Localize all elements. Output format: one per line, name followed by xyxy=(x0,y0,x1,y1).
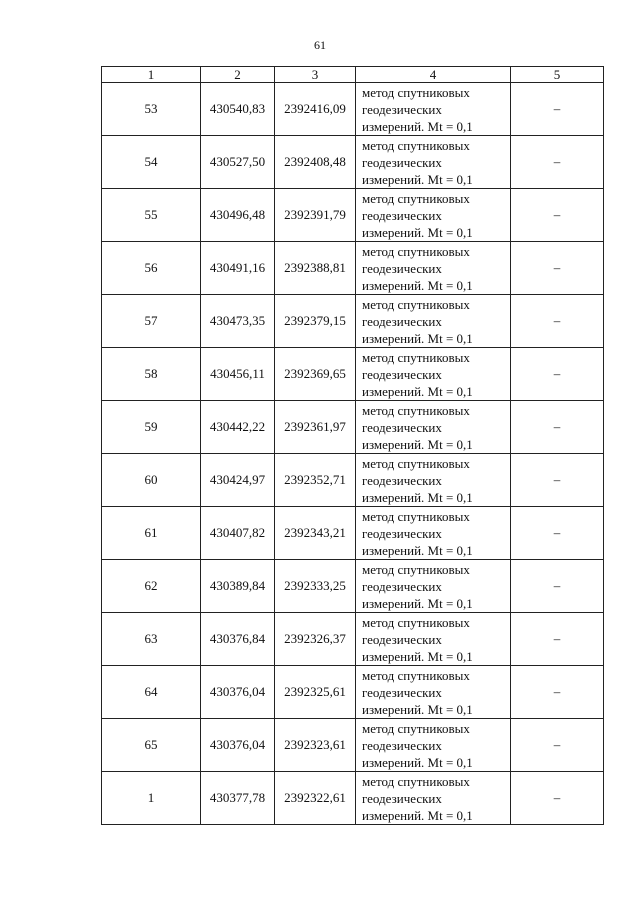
method-line-3: измерений. Mt = 0,1 xyxy=(362,754,473,770)
x-coordinate-cell: 430540,83 xyxy=(201,83,275,136)
table-row xyxy=(102,242,604,295)
method-line-1: метод спутниковых xyxy=(362,402,470,418)
method-line-1: метод спутниковых xyxy=(362,720,470,736)
method-line-2: геодезических xyxy=(362,419,442,435)
table-row xyxy=(102,507,604,560)
header-col-3: 3 xyxy=(275,67,356,83)
y-coordinate-cell: 2392361,97 xyxy=(275,401,356,454)
method-cell xyxy=(356,507,511,560)
table-row xyxy=(102,401,604,454)
y-coordinate-cell: 2392326,37 xyxy=(275,613,356,666)
method-line-3: измерений. Mt = 0,1 xyxy=(362,118,473,134)
method-line-1: метод спутниковых xyxy=(362,773,470,789)
table-row xyxy=(102,136,604,189)
header-col-5: 5 xyxy=(511,67,604,83)
method-line-2: геодезических xyxy=(362,578,442,594)
x-coordinate-cell: 430376,04 xyxy=(201,719,275,772)
table-row xyxy=(102,666,604,719)
method-line-2: геодезических xyxy=(362,366,442,382)
method-line-3: измерений. Mt = 0,1 xyxy=(362,436,473,452)
x-coordinate-cell: 430491,16 xyxy=(201,242,275,295)
method-line-1: метод спутниковых xyxy=(362,508,470,524)
table-row xyxy=(102,560,604,613)
method-line-1: метод спутниковых xyxy=(362,84,470,100)
point-number-cell: 56 xyxy=(102,242,201,295)
point-number-cell: 61 xyxy=(102,507,201,560)
method-cell xyxy=(356,189,511,242)
method-line-2: геодезических xyxy=(362,525,442,541)
method-line-3: измерений. Mt = 0,1 xyxy=(362,648,473,664)
point-number-cell: 58 xyxy=(102,348,201,401)
method-line-2: геодезических xyxy=(362,472,442,488)
header-col-2: 2 xyxy=(201,67,275,83)
point-number-cell: 64 xyxy=(102,666,201,719)
method-line-3: измерений. Mt = 0,1 xyxy=(362,701,473,717)
table-row xyxy=(102,83,604,136)
method-cell xyxy=(356,560,511,613)
page-number: 61 xyxy=(314,38,326,52)
method-cell xyxy=(356,772,511,825)
note-cell: – xyxy=(511,772,604,825)
method-line-2: геодезических xyxy=(362,313,442,329)
note-cell: – xyxy=(511,666,604,719)
method-line-1: метод спутниковых xyxy=(362,667,470,683)
method-cell xyxy=(356,613,511,666)
x-coordinate-cell: 430377,78 xyxy=(201,772,275,825)
x-coordinate-cell: 430407,82 xyxy=(201,507,275,560)
x-coordinate-cell: 430442,22 xyxy=(201,401,275,454)
method-line-1: метод спутниковых xyxy=(362,561,470,577)
x-coordinate-cell: 430527,50 xyxy=(201,136,275,189)
point-number-cell: 55 xyxy=(102,189,201,242)
note-cell: – xyxy=(511,83,604,136)
y-coordinate-cell: 2392416,09 xyxy=(275,83,356,136)
table-row xyxy=(102,772,604,825)
method-cell xyxy=(356,348,511,401)
note-cell: – xyxy=(511,560,604,613)
header-col-1: 1 xyxy=(102,67,201,83)
x-coordinate-cell: 430376,84 xyxy=(201,613,275,666)
method-line-2: геодезических xyxy=(362,260,442,276)
point-number-cell: 53 xyxy=(102,83,201,136)
table-row xyxy=(102,613,604,666)
table-header xyxy=(102,67,604,83)
method-line-3: измерений. Mt = 0,1 xyxy=(362,171,473,187)
point-number-cell: 65 xyxy=(102,719,201,772)
method-cell xyxy=(356,666,511,719)
method-cell xyxy=(356,83,511,136)
note-cell: – xyxy=(511,348,604,401)
table-row xyxy=(102,454,604,507)
note-cell: – xyxy=(511,242,604,295)
point-number-cell: 1 xyxy=(102,772,201,825)
y-coordinate-cell: 2392323,61 xyxy=(275,719,356,772)
point-number-cell: 57 xyxy=(102,295,201,348)
method-line-3: измерений. Mt = 0,1 xyxy=(362,595,473,611)
method-line-1: метод спутниковых xyxy=(362,243,470,259)
point-number-cell: 60 xyxy=(102,454,201,507)
method-cell xyxy=(356,454,511,507)
coordinates-table xyxy=(101,66,604,825)
method-line-2: геодезических xyxy=(362,737,442,753)
table-row xyxy=(102,719,604,772)
method-line-1: метод спутниковых xyxy=(362,296,470,312)
y-coordinate-cell: 2392388,81 xyxy=(275,242,356,295)
point-number-cell: 62 xyxy=(102,560,201,613)
note-cell: – xyxy=(511,189,604,242)
method-cell xyxy=(356,719,511,772)
method-line-3: измерений. Mt = 0,1 xyxy=(362,383,473,399)
x-coordinate-cell: 430424,97 xyxy=(201,454,275,507)
note-cell: – xyxy=(511,719,604,772)
table-row xyxy=(102,348,604,401)
method-line-2: геодезических xyxy=(362,154,442,170)
method-line-2: геодезических xyxy=(362,631,442,647)
method-line-3: измерений. Mt = 0,1 xyxy=(362,224,473,240)
method-line-2: геодезических xyxy=(362,684,442,700)
note-cell: – xyxy=(511,454,604,507)
note-cell: – xyxy=(511,136,604,189)
x-coordinate-cell: 430496,48 xyxy=(201,189,275,242)
x-coordinate-cell: 430389,84 xyxy=(201,560,275,613)
y-coordinate-cell: 2392408,48 xyxy=(275,136,356,189)
method-line-2: геодезических xyxy=(362,207,442,223)
method-line-1: метод спутниковых xyxy=(362,190,470,206)
point-number-cell: 63 xyxy=(102,613,201,666)
method-cell xyxy=(356,295,511,348)
method-line-2: геодезических xyxy=(362,101,442,117)
method-cell xyxy=(356,401,511,454)
y-coordinate-cell: 2392325,61 xyxy=(275,666,356,719)
note-cell: – xyxy=(511,613,604,666)
note-cell: – xyxy=(511,507,604,560)
note-cell: – xyxy=(511,401,604,454)
point-number-cell: 59 xyxy=(102,401,201,454)
y-coordinate-cell: 2392322,61 xyxy=(275,772,356,825)
method-line-1: метод спутниковых xyxy=(362,614,470,630)
header-row xyxy=(102,67,604,83)
table-row xyxy=(102,189,604,242)
y-coordinate-cell: 2392333,25 xyxy=(275,560,356,613)
method-line-3: измерений. Mt = 0,1 xyxy=(362,330,473,346)
method-line-3: измерений. Mt = 0,1 xyxy=(362,489,473,505)
table-row xyxy=(102,295,604,348)
method-cell xyxy=(356,242,511,295)
y-coordinate-cell: 2392343,21 xyxy=(275,507,356,560)
method-line-1: метод спутниковых xyxy=(362,349,470,365)
y-coordinate-cell: 2392379,15 xyxy=(275,295,356,348)
method-cell xyxy=(356,136,511,189)
point-number-cell: 54 xyxy=(102,136,201,189)
x-coordinate-cell: 430376,04 xyxy=(201,666,275,719)
method-line-2: геодезических xyxy=(362,790,442,806)
x-coordinate-cell: 430473,35 xyxy=(201,295,275,348)
method-line-1: метод спутниковых xyxy=(362,455,470,471)
x-coordinate-cell: 430456,11 xyxy=(201,348,275,401)
header-col-4: 4 xyxy=(356,67,511,83)
method-line-3: измерений. Mt = 0,1 xyxy=(362,277,473,293)
y-coordinate-cell: 2392369,65 xyxy=(275,348,356,401)
method-line-3: измерений. Mt = 0,1 xyxy=(362,807,473,823)
method-line-1: метод спутниковых xyxy=(362,137,470,153)
y-coordinate-cell: 2392391,79 xyxy=(275,189,356,242)
note-cell: – xyxy=(511,295,604,348)
y-coordinate-cell: 2392352,71 xyxy=(275,454,356,507)
table-body xyxy=(102,83,604,825)
method-line-3: измерений. Mt = 0,1 xyxy=(362,542,473,558)
